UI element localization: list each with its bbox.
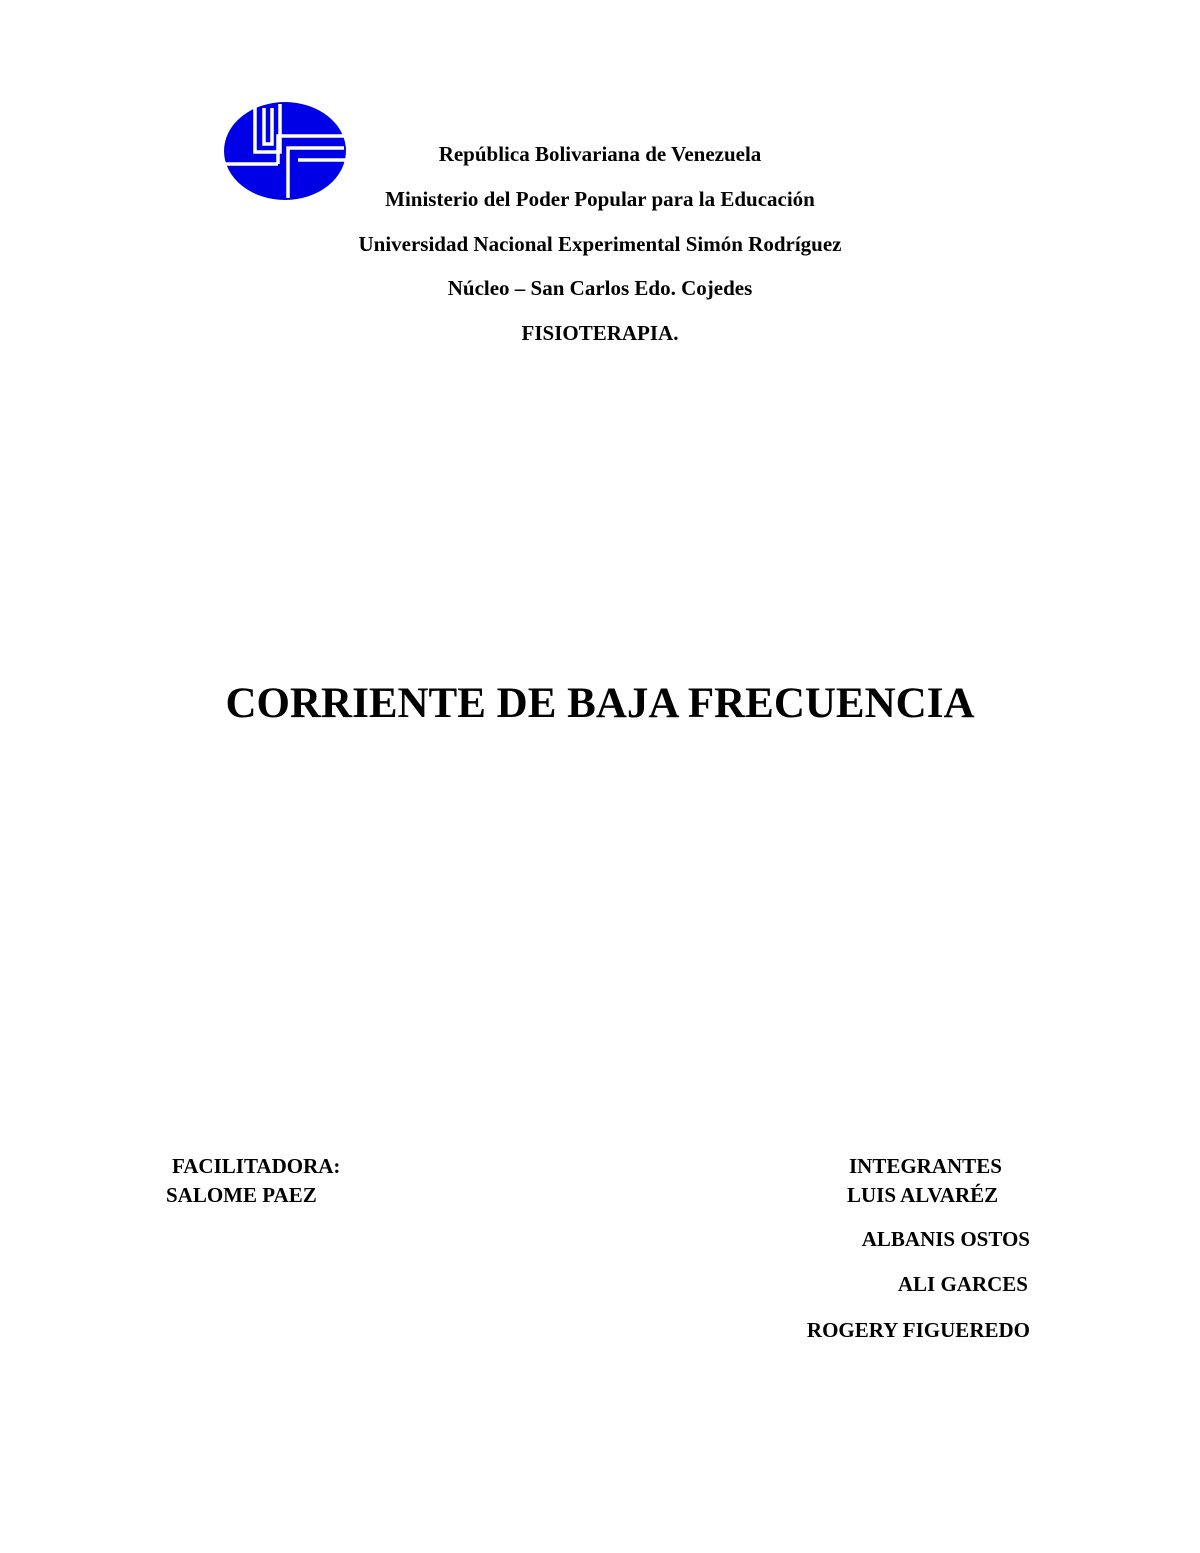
member-name: ALI GARCES — [897, 1272, 1028, 1296]
facilitator-label: FACILITADORA: — [172, 1154, 341, 1178]
member-name: ALBANIS OSTOS — [861, 1227, 1030, 1251]
header-campus: Núcleo – San Carlos Edo. Cojedes — [447, 276, 753, 300]
member-name: LUIS ALVARÉZ — [847, 1183, 999, 1207]
header-country: República Bolivariana de Venezuela — [438, 142, 762, 166]
facilitator-name: SALOME PAEZ — [166, 1183, 317, 1207]
member-name: ROGERY FIGUEREDO — [806, 1318, 1030, 1342]
header-university: Universidad Nacional Experimental Simón Rodríguez — [358, 232, 842, 256]
members-label: INTEGRANTES — [849, 1154, 1002, 1178]
header-program: FISIOTERAPIA. — [521, 321, 679, 345]
header-ministry: Ministerio del Poder Popular para la Educación — [385, 187, 815, 211]
document-title: CORRIENTE DE BAJA FRECUENCIA — [225, 680, 975, 727]
